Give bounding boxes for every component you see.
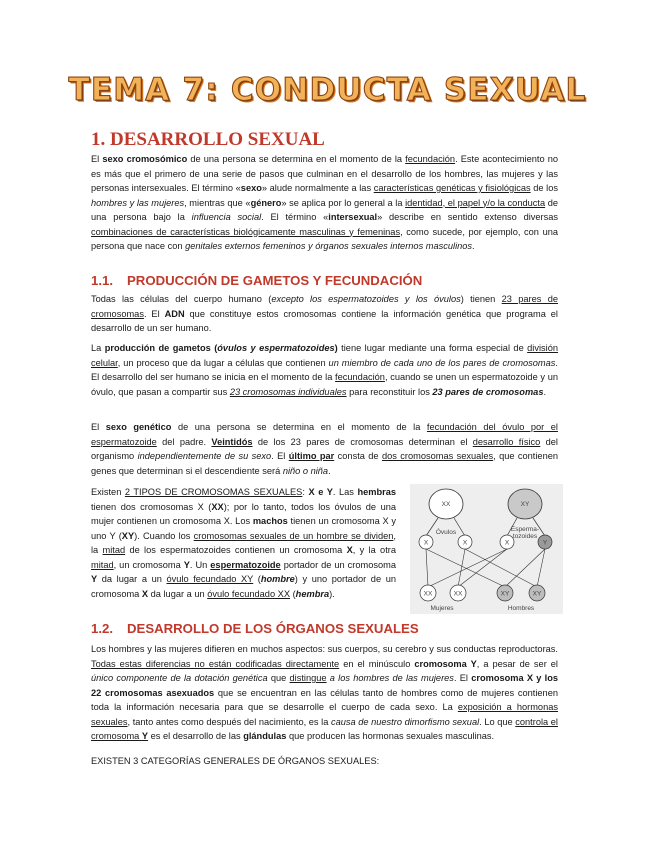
offspring-label: XY (500, 590, 510, 598)
offspring-label: XX (423, 590, 433, 598)
section-title: DESARROLLO DE LOS ÓRGANOS SEXUALES (127, 621, 419, 636)
offspring-label: XY (532, 590, 542, 598)
section-title: PRODUCCIÓN DE GAMETOS Y FECUNDACIÓN (127, 273, 423, 288)
cross-line (458, 549, 465, 587)
gamete-label: X (423, 539, 429, 547)
espermatozoides-label: Esperma- (510, 526, 540, 533)
gamete-label: X (462, 539, 468, 547)
cross-line (537, 549, 545, 587)
gametes-paragraph-2: La producción de gametos (óvulos y espermatozoides) tiene lugar mediante una forma especial de división celular, un proceso que da lugar a células que contienen un miembro de cada uno de los pares de cromosomas. El desarrollo del ser humano se inicia en el momento de la fecundación, cuando se unen un espermatozoide y un óvulo, que pasan a compartir sus 23 cromosomas individuales para reconstituir los 23 pares de cromosomas. (91, 343, 559, 397)
gametes-paragraph-1: Todas las células del cuerpo humano (excepto los espermatozoides y los óvulos) tienen 23 pares de cromosomas. El ADN que constituye estos cromosomas contiene la información genética que programa el desarrollo de un ser humano. (91, 294, 558, 333)
gamete-label: Y (542, 539, 548, 547)
sex-organs-paragraph: Los hombres y las mujeres difieren en muchos aspectos: sus cuerpos, su cerebro y sus conductas reproductoras. Todas estas diferencias no están codificadas directamente en el minúsculo cromosoma Y, a pesar de ser el único componente de la dotación genética que distingue a los hombres de las mujeres. El cromosoma X y los 22 cromosomas asexuados que se encuentran en las células tanto de hombres como de mujeres contienen toda la información necesaria para que se desarrolle el cuerpo de cada sexo. La exposición a hormonas sexuales, tanto antes como después del nacimiento, es la causa de nuestro dimorfismo sexual. Lo que controla el cromosoma Y es el desarrollo de las glándulas que producen las hormonas sexuales masculinas. (91, 644, 559, 741)
sex-organs-categories-line: EXISTEN 3 CATEGORÍAS GENERALES DE ÓRGANOS SEXUALES: (91, 756, 380, 766)
sex-chromosomes-paragraph: Existen 2 TIPOS DE CROMOSOMAS SEXUALES: X e Y. Las hembras tienen dos cromosomas X (XX); por lo tanto, todos los óvulos de una mujer contienen un cromosoma X. Los machos tienen un cromosoma X y uno Y (XY). Cuando los cromosomas sexuales de un hombre se dividen, la mitad de los espermatozoides contienen un cromosoma X, y la otra mitad, un cromosoma Y. Un espermatozoide portador de un cromosoma Y da lugar a un óvulo fecundado XY (hombre) y uno portador de un cromosoma X da lugar a un óvulo fecundado XX (hembra). (91, 487, 397, 599)
document-title: TEMA 7: CONDUCTA SEXUAL (68, 72, 587, 108)
cross-line (426, 549, 428, 587)
mother-cell-label: XX (441, 501, 451, 508)
gamete-label: X (504, 539, 510, 547)
genetic-sex-paragraph: El sexo genético de una persona se determina en el momento de la fecundación del óvulo por el espermatozoide del padre. Veintidós de los 23 pares de cromosomas determinan el desarrollo físico del organismo independientemente de su sexo. El último par consta de dos cromosomas sexuales, que contienen genes que determinan si el descendiente será niño o niña. (91, 422, 558, 476)
hombres-label: Hombres (507, 605, 535, 612)
cross-line (428, 549, 507, 587)
offspring-label: XX (453, 590, 463, 598)
espermatozoides-label-2: tozoides (512, 533, 538, 540)
section-number: 1.1. (91, 273, 113, 288)
section-number: 1.2. (91, 621, 113, 636)
section1-intro-paragraph: El sexo cromosómico de una persona se determina en el momento de la fecundación. Este acontecimiento no es más que el primero de una serie de pasos que culminan en el desarrollo de los hombres, las mujeres y las personas intersexuales. El término «sexo» alude normalmente a las características genéticas y fisiológicas de los hombres y las mujeres, mientras que «género» se aplica por lo general a la identidad, el papel y/o la conducta de una persona bajo la influencia social. El término «intersexual» describe en sentido extenso diversas combinaciones de características biológicamente masculinas y femeninas, como sucede, por ejemplo, con una persona que nace con genitales externos femeninos y órganos sexuales internos masculinos. (91, 154, 559, 251)
section-heading-1-1 (91, 273, 422, 288)
cross-line (505, 549, 545, 587)
mujeres-label: Mujeres (430, 605, 454, 612)
ovulos-label: Óvulos (435, 529, 457, 536)
section-heading-1-2 (91, 621, 419, 636)
chromosome-inheritance-figure (410, 484, 563, 614)
father-cell-label: XY (520, 501, 530, 508)
cross-line (465, 549, 537, 587)
section-heading-1: 1. DESARROLLO SEXUAL (91, 129, 325, 150)
inheritance-diagram (410, 484, 563, 614)
